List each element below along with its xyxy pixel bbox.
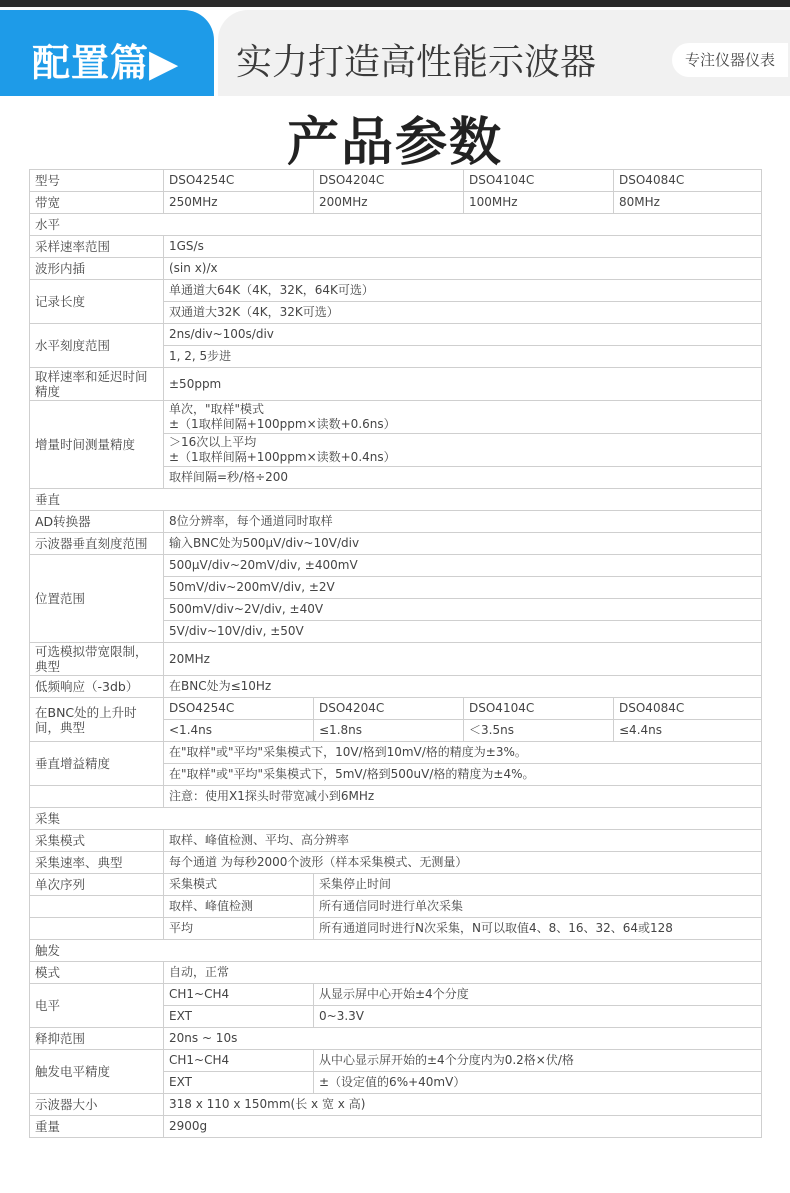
accuracy-value: ±50ppm xyxy=(164,368,762,401)
single-seq-stop: 所有通信同时进行单次采集 xyxy=(314,896,762,918)
position-value: 50mV/div~200mV/div, ±2V xyxy=(164,577,762,599)
table-row xyxy=(30,984,762,1006)
delta-single-line1: 单次，"取样"模式 xyxy=(169,402,265,416)
table-row xyxy=(30,555,762,577)
level-ch-value: 从显示屏中心开始±4个分度 xyxy=(314,984,762,1006)
rise-time: ≤4.4ns xyxy=(614,720,762,742)
delta-single xyxy=(164,401,762,434)
level-ext: EXT xyxy=(164,1006,314,1028)
adc-value: 8位分辨率，每个通道同时取样 xyxy=(164,511,762,533)
page-title: 产品参数 xyxy=(286,113,503,173)
acq-rate-value: 每个通道 为每秒2000个波形（样本采集模式、无测量） xyxy=(164,852,762,874)
sample-rate-value: 1GS/s xyxy=(164,236,762,258)
lowfreq-label: 低频响应（-3db） xyxy=(30,676,164,698)
model-cell: DSO4104C xyxy=(464,170,614,192)
section-acquisition: 采集 xyxy=(30,808,762,830)
size-label: 示波器大小 xyxy=(30,1094,164,1116)
section-vertical: 垂直 xyxy=(30,489,762,511)
spec-table xyxy=(29,169,762,1138)
record-single: 单通道大64K（4K，32K，64K可选） xyxy=(164,280,762,302)
model-cell: DSO4254C xyxy=(164,170,314,192)
acq-rate-label: 采集速率、典型 xyxy=(30,852,164,874)
rise-model: DSO4084C xyxy=(614,698,762,720)
table-row xyxy=(30,258,762,280)
level-label: 电平 xyxy=(30,984,164,1028)
level-ch: CH1~CH4 xyxy=(164,984,314,1006)
table-row xyxy=(30,1094,762,1116)
delta-interval: 取样间隔=秒/格÷200 xyxy=(164,467,762,489)
table-row xyxy=(30,742,762,764)
single-seq-mode: 平均 xyxy=(164,918,314,940)
delta-avg-line1: ＞16次以上平均 xyxy=(169,435,257,449)
bandwidth-cell: 80MHz xyxy=(614,192,762,214)
delta-single-line2: ±（1取样间隔+100ppm×读数+0.6ns） xyxy=(169,417,396,431)
table-row xyxy=(30,830,762,852)
table-row xyxy=(30,676,762,698)
empty-cell xyxy=(30,786,164,808)
table-row xyxy=(30,643,762,676)
bwlimit-label: 可选模拟带宽限制，典型 xyxy=(30,643,164,676)
acc-ext: EXT xyxy=(164,1072,314,1094)
table-row xyxy=(30,368,762,401)
adc-label: AD转换器 xyxy=(30,511,164,533)
acq-mode-label: 采集模式 xyxy=(30,830,164,852)
delta-label: 增量时间测量精度 xyxy=(30,401,164,489)
table-row xyxy=(30,489,762,511)
slogan-text: 实力打造高性能示波器 xyxy=(236,42,597,83)
brand-tag: 专注仪器仪表 xyxy=(672,43,788,77)
size-value: 318 x 110 x 150mm(长 x 宽 x 高) xyxy=(164,1094,762,1116)
table-row xyxy=(30,401,762,434)
bwlimit-value: 20MHz xyxy=(164,643,762,676)
trig-acc-label: 触发电平精度 xyxy=(30,1050,164,1094)
model-label: 型号 xyxy=(30,170,164,192)
table-row xyxy=(30,1116,762,1138)
table-row xyxy=(30,852,762,874)
trig-mode-value: 自动，正常 xyxy=(164,962,762,984)
table-row xyxy=(30,918,762,940)
config-banner-label: 配置篇▶ xyxy=(32,41,180,85)
vscale-label: 示波器垂直刻度范围 xyxy=(30,533,164,555)
table-row xyxy=(30,1028,762,1050)
table-row xyxy=(30,236,762,258)
rise-model: DSO4204C xyxy=(314,698,464,720)
hscale-steps: 1, 2, 5步进 xyxy=(164,346,762,368)
weight-value: 2900g xyxy=(164,1116,762,1138)
model-cell: DSO4084C xyxy=(614,170,762,192)
acc-ch: CH1~CH4 xyxy=(164,1050,314,1072)
sample-rate-label: 采样速率范围 xyxy=(30,236,164,258)
bandwidth-label: 带宽 xyxy=(30,192,164,214)
config-banner xyxy=(0,10,214,96)
acq-mode-value: 取样、峰值检测、平均、高分辨率 xyxy=(164,830,762,852)
empty-cell xyxy=(30,918,164,940)
rise-model: DSO4254C xyxy=(164,698,314,720)
table-row xyxy=(30,874,762,896)
table-row xyxy=(30,962,762,984)
single-seq-mode: 取样、峰值检测 xyxy=(164,896,314,918)
weight-label: 重量 xyxy=(30,1116,164,1138)
slogan-banner xyxy=(218,10,790,96)
table-row xyxy=(30,808,762,830)
table-row xyxy=(30,192,762,214)
acc-ch-value: 从中心显示屏开始的±4个分度内为0.2格×伏/格 xyxy=(314,1050,762,1072)
single-seq-head: 采集模式 xyxy=(164,874,314,896)
table-row xyxy=(30,940,762,962)
delta-average xyxy=(164,434,762,467)
table-row xyxy=(30,280,762,302)
table-row xyxy=(30,170,762,192)
rise-time: ＜3.5ns xyxy=(464,720,614,742)
hscale-range: 2ns/div~100s/div xyxy=(164,324,762,346)
model-cell: DSO4204C xyxy=(314,170,464,192)
level-ext-value: 0~3.3V xyxy=(314,1006,762,1028)
interp-value: (sin x)/x xyxy=(164,258,762,280)
bandwidth-cell: 200MHz xyxy=(314,192,464,214)
acc-ext-value: ±（设定值的6%+40mV） xyxy=(314,1072,762,1094)
bandwidth-cell: 100MHz xyxy=(464,192,614,214)
table-row xyxy=(30,896,762,918)
table-row xyxy=(30,214,762,236)
accuracy-label: 取样速率和延迟时间精度 xyxy=(30,368,164,401)
top-dark-strip xyxy=(0,0,790,7)
single-seq-stop: 所有通道同时进行N次采集，N可以取值4、8、16、32、64或128 xyxy=(314,918,762,940)
single-seq-label: 单次序列 xyxy=(30,874,164,896)
holdoff-value: 20ns ~ 10s xyxy=(164,1028,762,1050)
bandwidth-cell: 250MHz xyxy=(164,192,314,214)
gain-line2: 在"取样"或"平均"采集模式下，5mV/格到500uV/格的精度为±4%。 xyxy=(164,764,762,786)
position-label: 位置范围 xyxy=(30,555,164,643)
table-row xyxy=(30,698,762,720)
empty-cell xyxy=(30,896,164,918)
record-label: 记录长度 xyxy=(30,280,164,324)
table-row xyxy=(30,786,762,808)
delta-avg-line2: ±（1取样间隔+100ppm×读数+0.4ns） xyxy=(169,450,396,464)
vscale-value: 输入BNC处为500μV/div~10V/div xyxy=(164,533,762,555)
rise-time: <1.4ns xyxy=(164,720,314,742)
interp-label: 波形内插 xyxy=(30,258,164,280)
position-value: 500μV/div~20mV/div, ±400mV xyxy=(164,555,762,577)
gain-note: 注意：使用X1探头时带宽减小到6MHz xyxy=(164,786,762,808)
rise-label: 在BNC处的上升时间，典型 xyxy=(30,698,164,742)
hscale-label: 水平刻度范围 xyxy=(30,324,164,368)
rise-time: ≤1.8ns xyxy=(314,720,464,742)
gain-line1: 在"取样"或"平均"采集模式下，10V/格到10mV/格的精度为±3%。 xyxy=(164,742,762,764)
table-row xyxy=(30,1050,762,1072)
single-seq-head: 采集停止时间 xyxy=(314,874,762,896)
trig-mode-label: 模式 xyxy=(30,962,164,984)
rise-model: DSO4104C xyxy=(464,698,614,720)
gain-label: 垂直增益精度 xyxy=(30,742,164,786)
position-value: 5V/div~10V/div, ±50V xyxy=(164,621,762,643)
table-row xyxy=(30,533,762,555)
holdoff-label: 释抑范围 xyxy=(30,1028,164,1050)
record-dual: 双通道大32K（4K，32K可选） xyxy=(164,302,762,324)
section-trigger: 触发 xyxy=(30,940,762,962)
table-row xyxy=(30,324,762,346)
lowfreq-value: 在BNC处为≤10Hz xyxy=(164,676,762,698)
position-value: 500mV/div~2V/div, ±40V xyxy=(164,599,762,621)
table-row xyxy=(30,511,762,533)
section-horizontal: 水平 xyxy=(30,214,762,236)
